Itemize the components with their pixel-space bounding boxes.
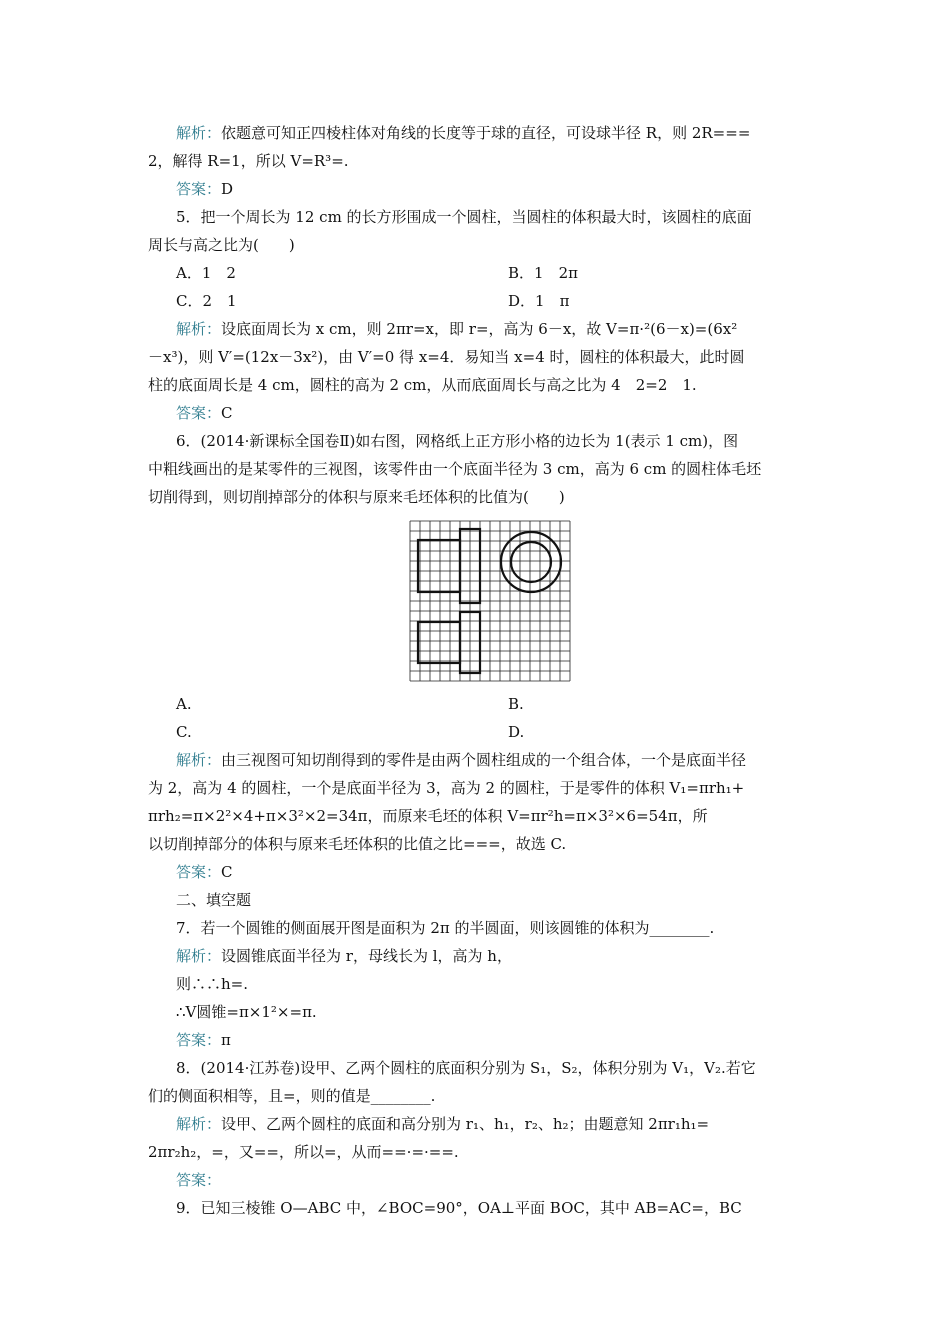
line-text: 5．把一个周长为 12 cm 的长方形围成一个圆柱，当圆柱的体积最大时，该圆柱的底面: [176, 208, 752, 226]
line-text: D: [221, 180, 234, 198]
line-text: C: [221, 404, 233, 422]
answer-label: 答案：: [176, 1031, 222, 1049]
analysis-label: 解析：: [176, 751, 222, 769]
text-line: [148, 1082, 816, 1110]
text-line: [176, 970, 816, 998]
line-text: 切削得到，则切削掉部分的体积与原来毛坯体积的比值为( ): [148, 488, 565, 506]
text-line: [148, 802, 816, 830]
question-5: [176, 203, 816, 231]
text-line: [148, 830, 816, 858]
text-line: [148, 483, 816, 511]
text-line: [148, 455, 816, 483]
text-line: [148, 231, 816, 259]
text-line: [176, 1026, 816, 1054]
line-text: 们的侧面积相等，且=，则的值是________.: [148, 1087, 436, 1105]
option-a: A.: [176, 695, 192, 713]
line-text: 6．(2014·新课标全国卷Ⅱ)如右图，网格纸上正方形小格的边长为 1(表示 1 cm)，图: [176, 432, 739, 450]
line-text: 7．若一个圆锥的侧面展开图是面积为 2π 的半圆面，则该圆锥的体积为________.: [176, 919, 715, 937]
text-line: [176, 998, 816, 1026]
text-line: [176, 399, 816, 427]
text-line: [176, 858, 816, 886]
line-text: π: [221, 1031, 231, 1049]
text-line: [148, 774, 816, 802]
option-d: D.: [508, 723, 525, 741]
line-text: 2，解得 R=1，所以 V=R³=.: [148, 152, 349, 170]
line-text: 中粗线画出的是某零件的三视图，该零件由一个底面半径为 3 cm，高为 6 cm 的圆柱体毛坯: [148, 460, 762, 478]
top-view-inner-circle: [511, 542, 551, 582]
text-line: [176, 175, 816, 203]
line-text: 设底面周长为 x cm，则 2πr=x，即 r=，高为 6－x，故 V=π·²(6－x)=(6x²: [221, 320, 738, 338]
line-text: 以切削掉部分的体积与原来毛坯体积的比值之比===，故选 C.: [148, 835, 567, 853]
question-6: [176, 427, 816, 455]
three-view-grid-figure: [409, 520, 573, 682]
line-text: 二、填空题: [176, 891, 252, 909]
option-b: B．1 2π: [508, 264, 578, 282]
analysis-label: 解析：: [176, 947, 222, 965]
option-c: C.: [176, 723, 192, 741]
question-7: [176, 914, 816, 942]
line-text: 则∴∴h=.: [176, 975, 248, 993]
question-9: [176, 1194, 816, 1222]
line-text: 依题意可知正四棱柱体对角线的长度等于球的直径，可设球半径 R，则 2R===: [221, 124, 751, 142]
text-line: [148, 147, 816, 175]
line-text: 设甲、乙两个圆柱的底面和高分别为 r₁、h₁，r₂、h₂；由题意知 2πr₁h₁=: [221, 1115, 710, 1133]
analysis-label: 解析：: [176, 1115, 222, 1133]
line-text: C: [221, 863, 233, 881]
line-text: πrh₂=π×2²×4+π×3²×2=34π，而原来毛坯的体积 V=πr²h=π×3²×6=54π，所: [148, 807, 708, 825]
text-line: [176, 315, 816, 343]
line-text: 由三视图可知切削得到的零件是由两个圆柱组成的一个组合体，一个是底面半径: [221, 751, 747, 769]
text-line: [176, 746, 816, 774]
option-d: D．1 π: [508, 292, 570, 310]
line-text: 设圆锥底面半径为 r，母线长为 l，高为 h，: [221, 947, 512, 965]
answer-label: 答案：: [176, 404, 222, 422]
text-line: [176, 942, 816, 970]
line-text: －x³)，则 V′=(12x－3x²)，由 V′=0 得 x=4．易知当 x=4 时，圆柱的体积最大，此时圆: [148, 348, 745, 366]
answer-label: 答案：: [176, 180, 222, 198]
line-text: 8．(2014·江苏卷)设甲、乙两个圆柱的底面积分别为 S₁，S₂，体积分别为 V₁，V₂.若它: [176, 1059, 756, 1077]
section-heading: [176, 886, 816, 914]
text-line: [148, 343, 816, 371]
line-text: 为 2，高为 4 的圆柱，一个是底面半径为 3，高为 2 的圆柱，于是零件的体积 V₁=πrh₁+: [148, 779, 745, 797]
front-view-large-rect: [418, 540, 460, 592]
line-text: 柱的底面周长是 4 cm，圆柱的高为 2 cm，从而底面周长与高之比为 4 2=2 1.: [148, 376, 697, 394]
text-line: [176, 1110, 816, 1138]
analysis-label: 解析：: [176, 320, 222, 338]
analysis-label: 解析：: [176, 124, 222, 142]
question-8: [176, 1054, 816, 1082]
grid-lines: [410, 521, 570, 681]
text-line: [148, 371, 816, 399]
answer-label: 答案：: [176, 1171, 222, 1189]
line-text: 周长与高之比为( ): [148, 236, 295, 254]
option-a: A．1 2: [176, 264, 236, 282]
line-text: ∴V圆锥=π×1²×=π.: [176, 1003, 317, 1021]
side-view-large-rect: [418, 622, 460, 663]
text-line: [176, 119, 816, 147]
line-text: 2πr₂h₂，=，又==，所以=，从而==·=·==.: [148, 1143, 459, 1161]
text-line: [176, 1166, 816, 1194]
answer-label: 答案：: [176, 863, 222, 881]
option-b: B.: [508, 695, 524, 713]
option-c: C．2 1: [176, 292, 237, 310]
text-line: [148, 1138, 816, 1166]
line-text: 9．已知三棱锥 O—ABC 中，∠BOC=90°，OA⊥平面 BOC，其中 AB=AC=，BC: [176, 1199, 742, 1217]
